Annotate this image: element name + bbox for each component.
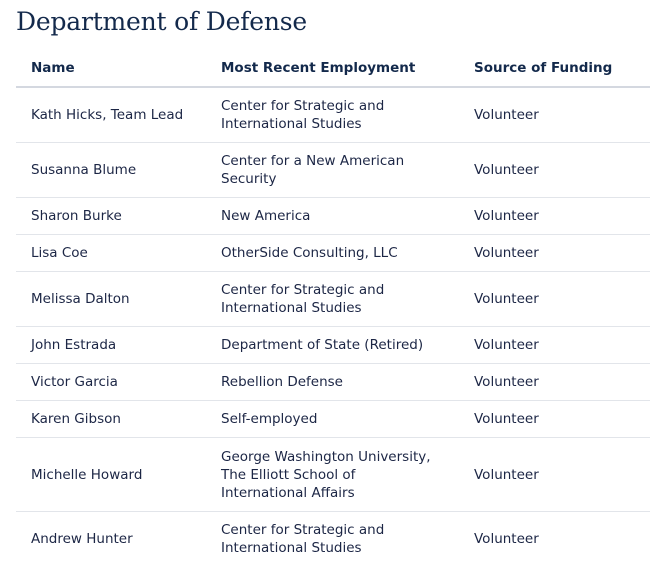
page-title: Department of Defense [16,7,308,36]
cell-name [16,235,206,272]
employment-text: George Washington University, The Elliott School of International Affairs [221,448,431,501]
cell-name [16,327,206,364]
cell-employment [206,87,459,143]
cell-employment [206,143,459,198]
column-header-funding: Source of Funding [459,49,650,87]
name-text: Sharon Burke [31,208,122,224]
cell-funding: Volunteer [459,401,650,438]
table-row [16,512,650,566]
table-row [16,143,650,198]
cell-employment [206,438,459,512]
column-header-name: Name [16,49,206,87]
cell-funding: Volunteer [459,272,650,327]
cell-funding: Volunteer [459,327,650,364]
employment-text: Self-employed [221,411,318,427]
table-row [16,401,650,438]
cell-employment [206,327,459,364]
cell-name [16,364,206,401]
table-row [16,87,650,143]
name-text: Kath Hicks, Team Lead [31,107,184,123]
cell-funding: Volunteer [459,198,650,235]
name-text: John Estrada [31,337,117,353]
cell-employment [206,401,459,438]
table-row [16,438,650,512]
cell-funding: Volunteer [459,364,650,401]
table-row [16,272,650,327]
employment-text: Center for Strategic and International Studies [221,282,385,316]
cell-employment [206,272,459,327]
employment-text: Department of State (Retired) [221,337,424,353]
cell-name [16,143,206,198]
cell-employment [206,198,459,235]
cell-name [16,198,206,235]
employment-text: OtherSide Consulting, LLC [221,245,398,261]
employment-text: Center for Strategic and International Studies [221,522,385,556]
table-row [16,235,650,272]
table-row [16,327,650,364]
cell-funding: Volunteer [459,87,650,143]
name-text: Michelle Howard [31,466,143,483]
cell-name [16,401,206,438]
cell-employment [206,512,459,566]
name-text: Lisa Coe [31,245,88,261]
name-text: Susanna Blume [31,162,137,178]
column-header-employment: Most Recent Employment [206,49,459,87]
name-text: Andrew Hunter [31,531,133,547]
cell-funding: Volunteer [459,438,650,512]
cell-funding: Volunteer [459,235,650,272]
employment-text: Center for Strategic and International Studies [221,98,385,132]
table-row [16,198,650,235]
table-row [16,364,650,401]
cell-name [16,512,206,566]
personnel-table [16,49,650,566]
name-text: Karen Gibson [31,411,121,427]
cell-funding: Volunteer [459,143,650,198]
cell-name [16,438,206,512]
name-text: Victor Garcia [31,374,118,390]
employment-text: New America [221,208,311,224]
cell-employment [206,235,459,272]
employment-text: Rebellion Defense [221,374,343,390]
cell-name [16,272,206,327]
cell-funding: Volunteer [474,531,539,547]
cell-employment [206,364,459,401]
table-header-row [16,49,650,87]
cell-name [16,87,206,143]
employment-text: Center for a New American Security [221,153,405,187]
name-text: Melissa Dalton [31,291,130,307]
